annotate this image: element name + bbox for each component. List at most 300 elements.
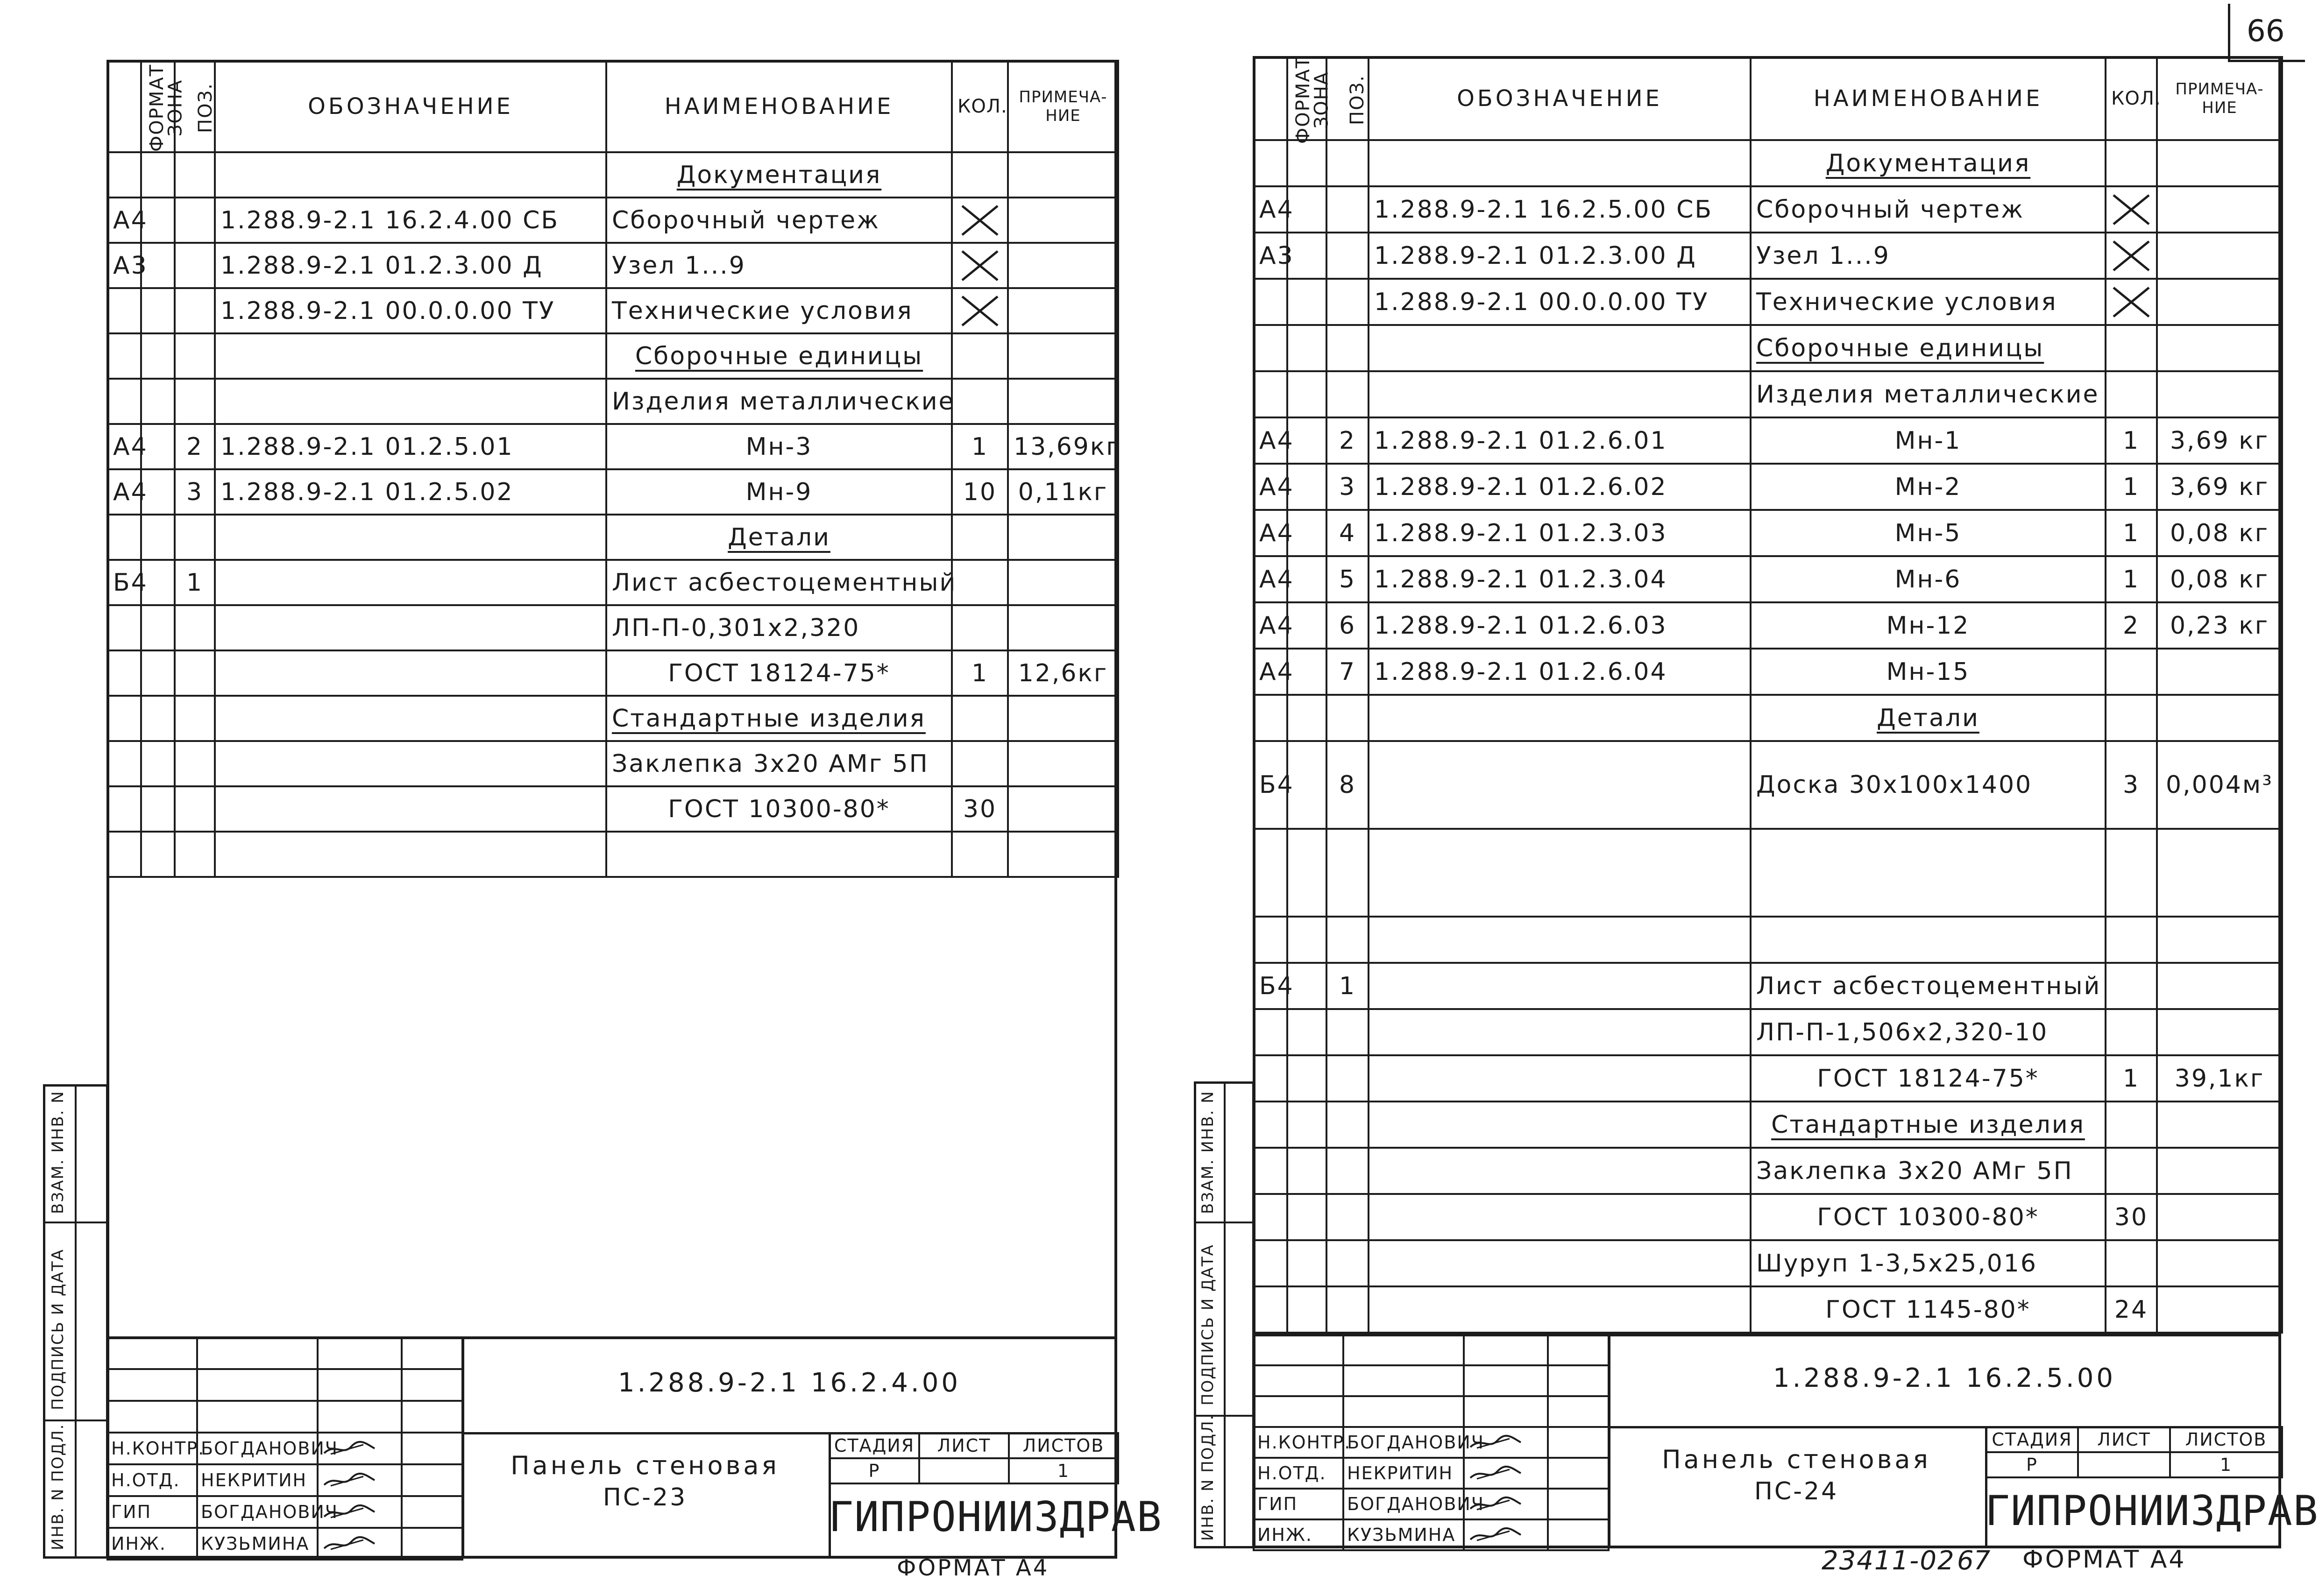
name-cell: ГОСТ 18124-75* bbox=[606, 650, 952, 696]
pos-cell: 5 bbox=[1326, 556, 1369, 602]
pos-cell: 6 bbox=[1326, 602, 1369, 649]
format-cell bbox=[1254, 371, 1287, 417]
qty-cell bbox=[2106, 279, 2157, 325]
page-number: 66 bbox=[2247, 14, 2285, 49]
left-side-divider bbox=[75, 1084, 77, 1559]
pos-cell bbox=[175, 333, 215, 379]
qty-cell bbox=[2106, 371, 2157, 417]
left-spec-table bbox=[106, 60, 1119, 878]
stage-value: Р bbox=[830, 1458, 919, 1483]
note-cell bbox=[1008, 741, 1118, 786]
note-cell: 13,69кг bbox=[1008, 424, 1118, 469]
pos-cell bbox=[1326, 371, 1369, 417]
qty-cell bbox=[2106, 829, 2157, 917]
zone-cell bbox=[1287, 917, 1326, 963]
format-cell: Б4 bbox=[1254, 963, 1287, 1009]
designation-cell bbox=[1369, 1194, 1751, 1240]
pos-cell bbox=[1326, 1055, 1369, 1102]
format-cell bbox=[107, 152, 141, 198]
signature-table bbox=[106, 1336, 463, 1561]
drawing-title: Панель стеновая bbox=[1662, 1445, 1931, 1474]
note-cell bbox=[2157, 1286, 2282, 1333]
format-cell bbox=[107, 379, 141, 424]
note-cell bbox=[1008, 379, 1118, 424]
right-side-label-sign: ПОДПИСЬ И ДАТА bbox=[1199, 1244, 1217, 1405]
designation-cell bbox=[215, 605, 606, 650]
qty-cell bbox=[2106, 325, 2157, 371]
spec-row bbox=[1254, 1240, 2282, 1286]
signature-row bbox=[107, 1433, 462, 1464]
spec-row bbox=[107, 832, 1118, 877]
document-code: 1.288.9-2.1 16.2.5.00 bbox=[1773, 1363, 2116, 1393]
format-cell: А3 bbox=[1254, 233, 1287, 279]
left-side-label-sign: ПОДПИСЬ И ДАТА bbox=[49, 1249, 67, 1410]
format-cell: А4 bbox=[1254, 556, 1287, 602]
date-cell bbox=[402, 1528, 462, 1560]
zone-cell bbox=[141, 152, 175, 198]
col-name-header: НАИМЕНОВАНИЕ bbox=[1751, 57, 2106, 140]
name-cell: ЛП-П-1,506х2,320-10 bbox=[1751, 1009, 2106, 1055]
designation-cell bbox=[1369, 140, 1751, 186]
format-cell bbox=[107, 333, 141, 379]
zone-cell bbox=[141, 650, 175, 696]
cross-mark-icon bbox=[2112, 286, 2151, 318]
note-cell: 0,004м³ bbox=[2157, 741, 2282, 829]
note-cell bbox=[2157, 963, 2282, 1009]
empty-cell bbox=[1464, 1396, 1548, 1427]
role-cell: Н.ОТД. bbox=[107, 1464, 197, 1496]
spec-row bbox=[107, 560, 1118, 605]
cross-mark-icon bbox=[960, 295, 1000, 327]
format-cell bbox=[1254, 1194, 1287, 1240]
name-cell bbox=[606, 152, 952, 198]
format-cell bbox=[107, 832, 141, 877]
spec-row bbox=[107, 741, 1118, 786]
stage-header-row bbox=[830, 1433, 1118, 1458]
spec-row bbox=[1254, 602, 2282, 649]
format-cell: А4 bbox=[1254, 649, 1287, 695]
pos-cell bbox=[175, 198, 215, 243]
zone-cell bbox=[141, 696, 175, 741]
zone-cell bbox=[1287, 1102, 1326, 1148]
qty-cell bbox=[952, 741, 1008, 786]
pos-cell bbox=[1326, 1009, 1369, 1055]
pos-cell bbox=[175, 515, 215, 560]
format-cell: А4 bbox=[107, 469, 141, 515]
stage-header-row bbox=[1986, 1427, 2282, 1452]
pos-cell: 2 bbox=[1326, 417, 1369, 464]
role-cell: ГИП bbox=[107, 1496, 197, 1528]
drawing-title: Панель стеновая bbox=[511, 1451, 780, 1480]
section-title: Стандартные изделия bbox=[612, 704, 926, 733]
note-cell bbox=[2157, 325, 2282, 371]
section-title: Детали bbox=[728, 523, 830, 551]
pos-cell bbox=[175, 379, 215, 424]
note-cell bbox=[1008, 560, 1118, 605]
col-designation-header: ОБОЗНАЧЕНИЕ bbox=[215, 61, 606, 152]
empty-cell bbox=[1254, 1365, 1343, 1396]
date-cell bbox=[1548, 1427, 1609, 1458]
note-cell bbox=[1008, 243, 1118, 288]
name-cell: ГОСТ 18124-75* bbox=[1751, 1055, 2106, 1102]
spec-row bbox=[1254, 649, 2282, 695]
pos-cell bbox=[1326, 1102, 1369, 1148]
format-cell bbox=[1254, 1009, 1287, 1055]
col-qty-header: КОЛ. bbox=[952, 61, 1008, 152]
note-cell: 3,69 кг bbox=[2157, 417, 2282, 464]
qty-cell bbox=[2106, 1102, 2157, 1148]
zone-cell bbox=[141, 333, 175, 379]
date-cell bbox=[402, 1433, 462, 1464]
format-cell bbox=[1254, 695, 1287, 741]
spec-row bbox=[1254, 1148, 2282, 1194]
pos-cell bbox=[175, 741, 215, 786]
name-cell: Мн-5 bbox=[1751, 510, 2106, 556]
signature-icon bbox=[321, 1472, 377, 1489]
left-side-label-replace: ВЗАМ. ИНВ. N bbox=[49, 1090, 67, 1214]
format-cell: А3 bbox=[107, 243, 141, 288]
designation-cell bbox=[215, 515, 606, 560]
qty-cell bbox=[2106, 186, 2157, 233]
person-name-cell: БОГДАНОВИЧ bbox=[1343, 1427, 1464, 1458]
qty-cell: 1 bbox=[2106, 1055, 2157, 1102]
right-footer-page: 67 bbox=[1957, 1546, 1991, 1576]
zone-cell bbox=[1287, 1194, 1326, 1240]
col-zone-header: ЗОНА bbox=[1287, 57, 1326, 140]
spec-row bbox=[107, 469, 1118, 515]
designation-cell bbox=[1369, 741, 1751, 829]
right-footer: ФОРМАТ А4 bbox=[2022, 1546, 2186, 1574]
spec-row bbox=[1254, 510, 2282, 556]
format-cell: А4 bbox=[1254, 464, 1287, 510]
signature-row bbox=[107, 1401, 462, 1433]
format-cell bbox=[1254, 829, 1287, 917]
empty-cell bbox=[107, 1337, 197, 1369]
signature-row bbox=[1254, 1396, 1609, 1427]
role-cell: ИНЖ. bbox=[107, 1528, 197, 1560]
sheet-label: ЛИСТ bbox=[2078, 1427, 2170, 1452]
col-format-header: ФОРМАТ bbox=[1254, 57, 1287, 140]
empty-cell bbox=[197, 1401, 318, 1433]
pos-cell bbox=[175, 786, 215, 832]
empty-cell bbox=[318, 1337, 402, 1369]
left-side-label-inv: ИНВ. N ПОДЛ. bbox=[49, 1423, 67, 1550]
col-zone-header: ЗОНА bbox=[141, 61, 175, 152]
col-pos-header: ПОЗ. bbox=[1326, 57, 1369, 140]
empty-cell bbox=[197, 1369, 318, 1401]
spec-row bbox=[1254, 186, 2282, 233]
signature-row bbox=[1254, 1458, 1609, 1489]
name-cell: Лист асбестоцементный bbox=[606, 560, 952, 605]
note-cell: 3,69 кг bbox=[2157, 464, 2282, 510]
pos-cell bbox=[1326, 1194, 1369, 1240]
note-cell bbox=[2157, 695, 2282, 741]
signature-cell bbox=[1464, 1519, 1548, 1550]
date-cell bbox=[402, 1496, 462, 1528]
name-cell: Мн-3 bbox=[606, 424, 952, 469]
format-cell bbox=[1254, 1055, 1287, 1102]
name-cell: Технические условия bbox=[1751, 279, 2106, 325]
designation-cell bbox=[1369, 1009, 1751, 1055]
signature-cell bbox=[1464, 1458, 1548, 1489]
spec-row bbox=[107, 198, 1118, 243]
note-cell: 12,6кг bbox=[1008, 650, 1118, 696]
qty-cell: 1 bbox=[952, 650, 1008, 696]
qty-cell bbox=[2106, 140, 2157, 186]
qty-cell bbox=[952, 243, 1008, 288]
pos-cell: 7 bbox=[1326, 649, 1369, 695]
designation-cell: 1.288.9-2.1 01.2.6.04 bbox=[1369, 649, 1751, 695]
zone-cell bbox=[1287, 695, 1326, 741]
pos-cell: 3 bbox=[175, 469, 215, 515]
spec-row bbox=[1254, 464, 2282, 510]
stage-value: Р bbox=[1986, 1452, 2078, 1477]
pos-cell bbox=[175, 832, 215, 877]
col-designation-header: ОБОЗНАЧЕНИЕ bbox=[1369, 57, 1751, 140]
signature-row bbox=[1254, 1365, 1609, 1396]
format-cell bbox=[1254, 325, 1287, 371]
spec-row bbox=[107, 650, 1118, 696]
pos-cell: 2 bbox=[175, 424, 215, 469]
stage-value-row bbox=[830, 1458, 1118, 1483]
qty-cell bbox=[2106, 1009, 2157, 1055]
right-header-row bbox=[1254, 57, 2282, 140]
spec-row bbox=[1254, 556, 2282, 602]
pos-cell bbox=[1326, 233, 1369, 279]
qty-cell bbox=[952, 832, 1008, 877]
cross-mark-icon bbox=[2112, 193, 2151, 226]
person-name-cell: КУЗЬМИНА bbox=[1343, 1519, 1464, 1550]
name-cell bbox=[1751, 917, 2106, 963]
note-cell: 39,1кг bbox=[2157, 1055, 2282, 1102]
format-cell: А4 bbox=[107, 424, 141, 469]
right-side-label-replace: ВЗАМ. ИНВ. N bbox=[1199, 1090, 1217, 1214]
date-cell bbox=[1548, 1519, 1609, 1550]
empty-cell bbox=[1548, 1396, 1609, 1427]
right-side-sep-1 bbox=[1194, 1222, 1255, 1223]
name-cell: Сборочный чертеж bbox=[1751, 186, 2106, 233]
name-cell: Мн-6 bbox=[1751, 556, 2106, 602]
designation-cell: 1.288.9-2.1 01.2.3.03 bbox=[1369, 510, 1751, 556]
format-cell: А4 bbox=[1254, 186, 1287, 233]
note-cell bbox=[2157, 1194, 2282, 1240]
spec-row bbox=[107, 696, 1118, 741]
left-side-sep-2 bbox=[43, 1419, 108, 1421]
format-cell bbox=[107, 605, 141, 650]
designation-cell bbox=[215, 741, 606, 786]
name-cell: ГОСТ 10300-80* bbox=[606, 786, 952, 832]
format-cell bbox=[1254, 917, 1287, 963]
role-cell: Н.КОНТР. bbox=[107, 1433, 197, 1464]
person-name-cell: БОГДАНОВИЧ bbox=[197, 1433, 318, 1464]
signature-icon bbox=[1468, 1526, 1524, 1543]
pos-cell bbox=[175, 696, 215, 741]
format-cell bbox=[107, 288, 141, 333]
empty-cell bbox=[1548, 1365, 1609, 1396]
note-cell: 0,11кг bbox=[1008, 469, 1118, 515]
note-cell bbox=[2157, 279, 2282, 325]
empty-cell bbox=[107, 1401, 197, 1433]
col-note-header: ПРИМЕЧА-НИЕ bbox=[2157, 57, 2282, 140]
format-cell bbox=[1254, 1240, 1287, 1286]
stage-table bbox=[829, 1432, 1119, 1484]
spec-row bbox=[1254, 1194, 2282, 1240]
pos-cell: 1 bbox=[1326, 963, 1369, 1009]
designation-cell: 1.288.9-2.1 01.2.5.01 bbox=[215, 424, 606, 469]
zone-cell bbox=[141, 605, 175, 650]
designation-cell: 1.288.9-2.1 01.2.3.00 Д bbox=[215, 243, 606, 288]
zone-cell bbox=[1287, 829, 1326, 917]
signature-row bbox=[1254, 1335, 1609, 1365]
designation-cell bbox=[1369, 1240, 1751, 1286]
col-format-header: ФОРМАТ bbox=[107, 61, 141, 152]
designation-cell bbox=[215, 832, 606, 877]
format-cell bbox=[1254, 279, 1287, 325]
qty-cell: 10 bbox=[952, 469, 1008, 515]
spec-row bbox=[1254, 1009, 2282, 1055]
qty-cell bbox=[952, 288, 1008, 333]
empty-cell bbox=[1343, 1396, 1464, 1427]
note-cell bbox=[1008, 832, 1118, 877]
designation-cell bbox=[1369, 371, 1751, 417]
note-cell bbox=[1008, 696, 1118, 741]
signature-row bbox=[1254, 1519, 1609, 1550]
designation-cell: 1.288.9-2.1 01.2.3.00 Д bbox=[1369, 233, 1751, 279]
empty-cell bbox=[107, 1369, 197, 1401]
name-cell: Мн-12 bbox=[1751, 602, 2106, 649]
section-title: Документация bbox=[1825, 149, 2031, 177]
name-cell: Лист асбестоцементный bbox=[1751, 963, 2106, 1009]
format-cell: Б4 bbox=[1254, 741, 1287, 829]
zone-cell bbox=[1287, 1286, 1326, 1333]
designation-cell bbox=[215, 560, 606, 605]
empty-cell bbox=[1254, 1335, 1343, 1365]
note-cell bbox=[1008, 152, 1118, 198]
empty-cell bbox=[402, 1337, 462, 1369]
name-cell: Мн-9 bbox=[606, 469, 952, 515]
qty-cell bbox=[952, 152, 1008, 198]
pos-cell bbox=[175, 243, 215, 288]
section-title: Сборочные единицы bbox=[1756, 334, 2044, 362]
zone-cell bbox=[1287, 1009, 1326, 1055]
designation-cell: 1.288.9-2.1 16.2.4.00 СБ bbox=[215, 198, 606, 243]
signature-icon bbox=[1468, 1465, 1524, 1482]
sheet-label: ЛИСТ bbox=[919, 1433, 1009, 1458]
spec-row bbox=[1254, 695, 2282, 741]
note-cell bbox=[1008, 288, 1118, 333]
signature-row bbox=[1254, 1489, 1609, 1519]
signature-row bbox=[107, 1369, 462, 1401]
empty-cell bbox=[402, 1369, 462, 1401]
col-name-header: НАИМЕНОВАНИЕ bbox=[606, 61, 952, 152]
pos-cell: 1 bbox=[175, 560, 215, 605]
qty-cell bbox=[2106, 233, 2157, 279]
note-cell bbox=[2157, 917, 2282, 963]
designation-cell: 1.288.9-2.1 16.2.5.00 СБ bbox=[1369, 186, 1751, 233]
name-cell: Технические условия bbox=[606, 288, 952, 333]
spec-row bbox=[1254, 417, 2282, 464]
document-code: 1.288.9-2.1 16.2.4.00 bbox=[618, 1368, 961, 1398]
cross-mark-icon bbox=[2112, 240, 2151, 272]
role-cell: ГИП bbox=[1254, 1489, 1343, 1519]
note-cell bbox=[1008, 786, 1118, 832]
section-title: Документация bbox=[676, 161, 882, 189]
role-cell: ИНЖ. bbox=[1254, 1519, 1343, 1550]
qty-cell bbox=[2106, 1148, 2157, 1194]
name-cell: ЛП-П-0,301х2,320 bbox=[606, 605, 952, 650]
designation-cell bbox=[1369, 963, 1751, 1009]
signature-row bbox=[107, 1464, 462, 1496]
empty-cell bbox=[197, 1337, 318, 1369]
note-cell: 0,08 кг bbox=[2157, 556, 2282, 602]
drawing-mark: ПС-24 bbox=[1754, 1477, 1839, 1505]
name-cell: Доска 30х100х1400 bbox=[1751, 741, 2106, 829]
name-cell: Изделия металлические bbox=[606, 379, 952, 424]
note-cell bbox=[2157, 140, 2282, 186]
name-cell bbox=[1751, 1102, 2106, 1148]
right-side-label-inv: ИНВ. N ПОДЛ. bbox=[1199, 1414, 1217, 1541]
name-cell: Сборочный чертеж bbox=[606, 198, 952, 243]
spec-row bbox=[1254, 1286, 2282, 1333]
spec-row bbox=[1254, 1055, 2282, 1102]
designation-cell: 1.288.9-2.1 01.2.5.02 bbox=[215, 469, 606, 515]
zone-cell bbox=[1287, 1055, 1326, 1102]
spec-row bbox=[1254, 917, 2282, 963]
name-cell bbox=[606, 515, 952, 560]
qty-cell: 1 bbox=[2106, 556, 2157, 602]
right-side-divider bbox=[1224, 1081, 1226, 1548]
qty-cell: 2 bbox=[2106, 602, 2157, 649]
qty-cell bbox=[2106, 695, 2157, 741]
pos-cell: 4 bbox=[1326, 510, 1369, 556]
qty-cell: 30 bbox=[952, 786, 1008, 832]
name-cell bbox=[1751, 829, 2106, 917]
qty-cell bbox=[2106, 917, 2157, 963]
zone-cell bbox=[141, 379, 175, 424]
format-cell bbox=[107, 786, 141, 832]
name-cell bbox=[606, 832, 952, 877]
name-cell: Узел 1...9 bbox=[606, 243, 952, 288]
sheets-label: ЛИСТОВ bbox=[1009, 1433, 1118, 1458]
designation-cell: 1.288.9-2.1 01.2.6.02 bbox=[1369, 464, 1751, 510]
pos-cell bbox=[175, 152, 215, 198]
qty-cell: 1 bbox=[2106, 510, 2157, 556]
role-cell: Н.ОТД. bbox=[1254, 1458, 1343, 1489]
zone-cell bbox=[1287, 140, 1326, 186]
pos-cell: 8 bbox=[1326, 741, 1369, 829]
note-cell bbox=[1008, 515, 1118, 560]
zone-cell bbox=[141, 288, 175, 333]
qty-cell: 24 bbox=[2106, 1286, 2157, 1333]
role-cell: Н.КОНТР. bbox=[1254, 1427, 1343, 1458]
pos-cell bbox=[1326, 695, 1369, 741]
spec-row bbox=[107, 288, 1118, 333]
name-cell: Мн-1 bbox=[1751, 417, 2106, 464]
stage-label: СТАДИЯ bbox=[1986, 1427, 2078, 1452]
stage-table bbox=[1985, 1426, 2283, 1478]
note-cell bbox=[2157, 233, 2282, 279]
name-cell bbox=[606, 696, 952, 741]
note-cell bbox=[2157, 371, 2282, 417]
designation-cell: 1.288.9-2.1 01.2.6.03 bbox=[1369, 602, 1751, 649]
empty-cell bbox=[318, 1401, 402, 1433]
sheets-value: 1 bbox=[1009, 1458, 1118, 1483]
designation-cell bbox=[215, 650, 606, 696]
spec-row bbox=[1254, 279, 2282, 325]
name-cell: ГОСТ 1145-80* bbox=[1751, 1286, 2106, 1333]
zone-cell bbox=[141, 515, 175, 560]
stage-label: СТАДИЯ bbox=[830, 1433, 919, 1458]
